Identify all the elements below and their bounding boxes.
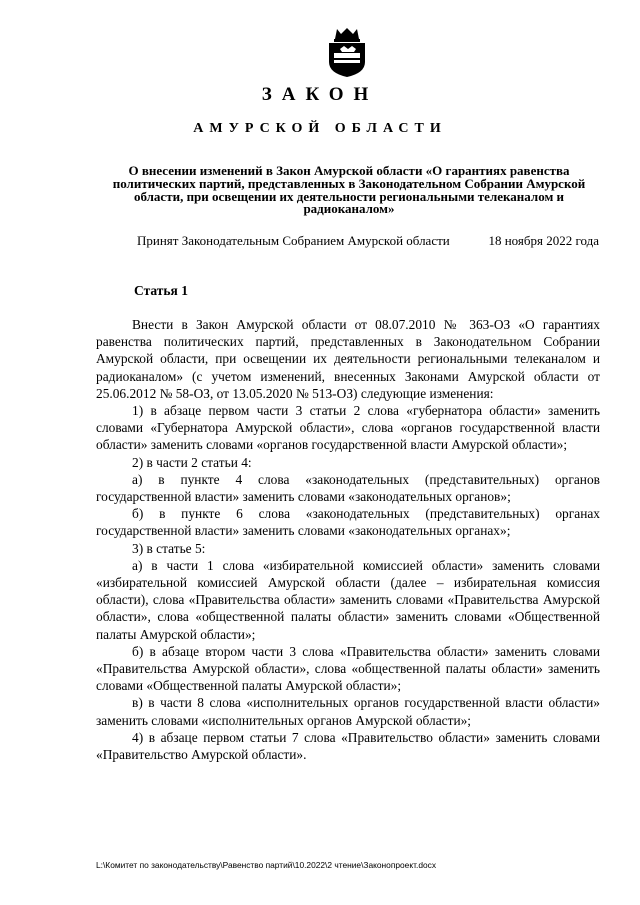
paragraph: 2) в части 2 статьи 4:: [132, 454, 252, 470]
coat-of-arms-icon: [326, 26, 368, 78]
paragraph: а) в пункте 4 слова «законодательных (представительных) органов государственной власти» заменить словами «законодательных органов»;: [96, 471, 600, 505]
paragraph: б) в пункте 6 слова «законодательных (представительных) органах государственной власти» заменить словами «законодательных органах»;: [96, 506, 600, 539]
region-name: АМУРСКОЙ ОБЛАСТИ: [193, 121, 447, 136]
law-subject: О внесении изменений в Закон Амурской области «О гарантиях равенства политических партий, представленных в Законодательном Собрании Амурской области, при освещении их деятельности региональными телеканалом и радиоканалом»: [112, 163, 586, 217]
paragraph: 4) в абзаце первом статьи 7 слова «Правительство области» заменить словами «Правительство Амурской области».: [96, 729, 600, 763]
article-heading: Статья 1: [134, 283, 188, 298]
file-path-footer: L:\Комитет по законодательству\Равенство партий\10.2022\2 чтение\Законопроект.docx: [96, 860, 437, 870]
paragraph: 3) в статье 5:: [132, 540, 206, 556]
paragraph: а) в части 1 слова «избирательной комиссией области» заменить словами «избирательной комиссией Амурской области (далее – избирательная комиссия области), слова «Правительства области» заменить словами «Правительства Амурской области», слова «общественной палаты области» заменить словами «Общественной палаты Амурской области»;: [96, 557, 600, 642]
adopted-by: Принят Законодательным Собранием Амурской области: [137, 233, 450, 248]
paragraph: 1) в абзаце первом части 3 статьи 2 слова «губернатора области» заменить словами «Губернатора Амурской области», слова «органов государственной власти области» заменить словами «органов государственной власти Амурской области»;: [96, 403, 600, 453]
paragraph: б) в абзаце втором части 3 слова «Правительства области» заменить словами «Правительства Амурской области», слова «общественной палаты области» заменить словами «Общественной палаты Амурской области»;: [96, 643, 600, 694]
adoption-line: [137, 233, 599, 249]
document-title: ЗАКОН: [261, 84, 379, 105]
paragraph: в) в части 8 слова «исполнительных органов государственной власти области» заменить словами «исполнительных органов Амурской области»;: [96, 695, 600, 728]
adopted-date: 18 ноября 2022 года: [488, 233, 599, 248]
paragraph: Внести в Закон Амурской области от 08.07.2010 № 363-ОЗ «О гарантиях равенства политических партий, представленных в Законодательном Собрании Амурской области, при освещении их деятельности региональными телеканалом и радиоканалом» (с учетом изменений, внесенных Законами Амурской области от 25.06.2012 № 58-ОЗ, от 13.05.2020 № 513-ОЗ) следующие изменения:: [96, 317, 600, 401]
article-body: [96, 316, 600, 763]
